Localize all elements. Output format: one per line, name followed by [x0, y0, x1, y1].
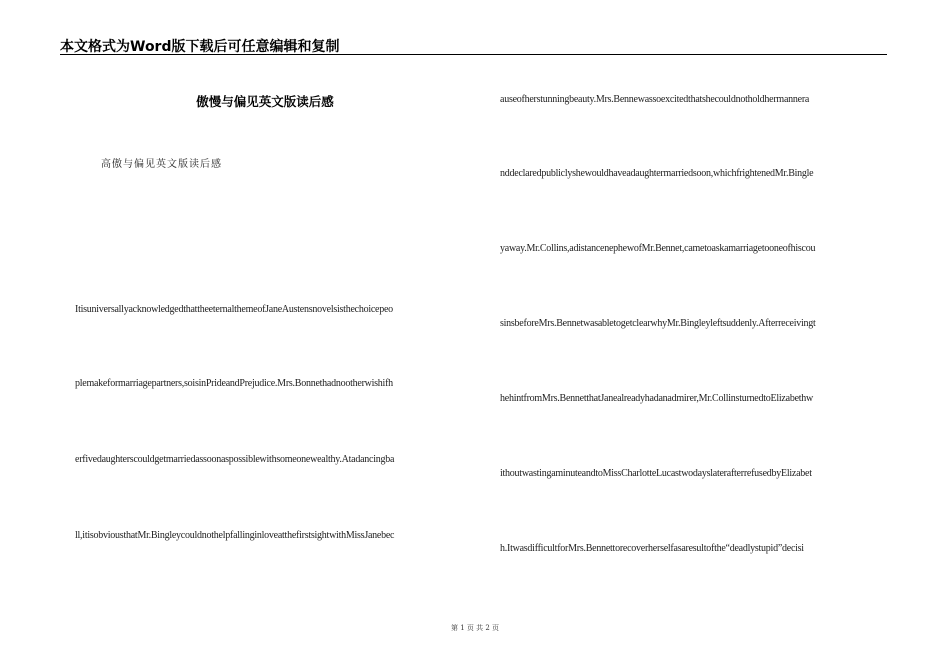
body-line: ItisuniversallyacknowledgedthattheeternalthemeofJaneAustensnovelsisthechoicepeo [75, 304, 393, 315]
header-banner: 本文格式为Word版下载后可任意编辑和复制 [60, 39, 340, 55]
body-line: auseofherstunningbeauty.Mrs.Bennewassoexcitedthatshecouldnotholdhermannera [500, 94, 810, 105]
page-number: 第 1 页 共 2 页 [450, 624, 500, 632]
body-line: sinsbeforeMrs.BennetwasabletogetclearwhyMr.Bingleyleftsuddenly.Afterreceivingt [500, 318, 816, 329]
document-subtitle: 高傲与偏见英文版读后感 [101, 159, 222, 170]
body-line: erfivedaughterscouldgetmarriedassoonaspossiblewithsomeonewealthy.Atadancingba [75, 454, 395, 465]
document-title: 傲慢与偏见英文版读后感 [196, 94, 334, 109]
body-line: h.ItwasdifficultforMrs.Bennettorecoverherselfasaresultofthe“deadlystupid”decisi [500, 543, 804, 554]
body-line: ithoutwastingaminuteandtoMissCharlotteLucastwodayslaterafterrefusedbyElizabet [500, 468, 812, 479]
body-line: yaway.Mr.Collins,adistancenephewofMr.Bennet,cametoaskamarriagetooneofhiscou [500, 243, 816, 254]
body-line: plemakeformarriagepartners,soisinPrideandPrejudice.Mrs.Bonnethadnootherwishifh [75, 378, 393, 389]
header-divider [60, 54, 887, 55]
body-line: ll,itisobviousthatMr.BingleycouldnothelpfallinginloveatthefirstsightwithMissJanebec [75, 530, 395, 541]
body-line: hehintfromMrs.BennetthatJanealreadyhadanadmirer,Mr.CollinsturnedtoElizabethw [500, 393, 814, 404]
body-line: nddeclaredpubliclyshewouldhaveadaughtermarriedsoon,whichfrightenedMr.Bingle [500, 168, 814, 179]
